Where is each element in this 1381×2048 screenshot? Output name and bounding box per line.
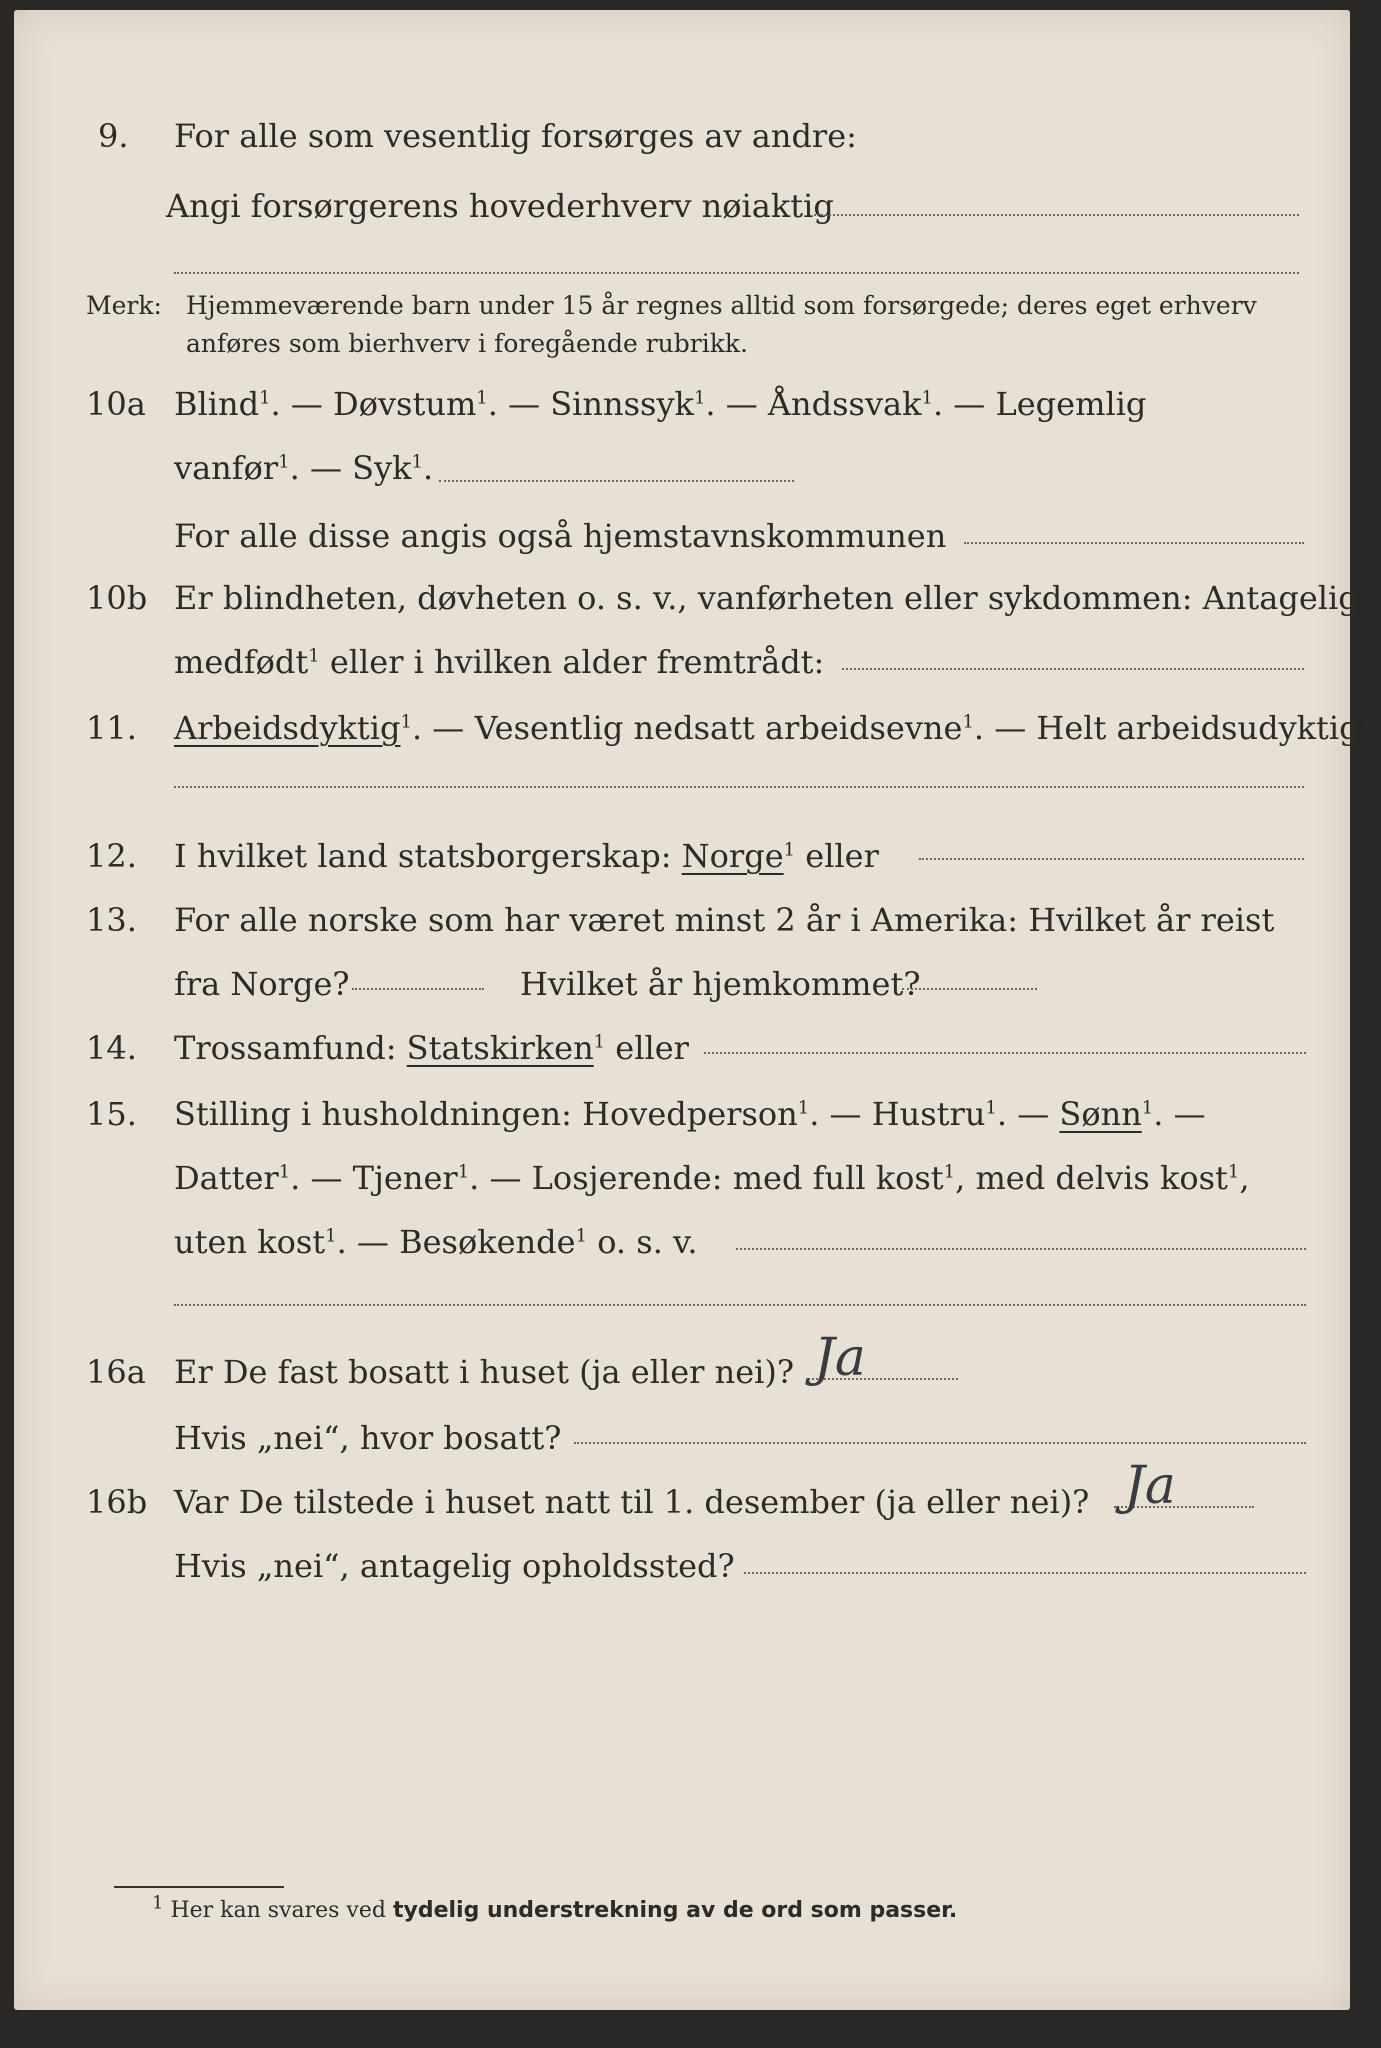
q10a-answer-line[interactable] [964,542,1304,544]
q16a-line2-text: Hvis „nei“, hvor bosatt? [174,1419,562,1457]
q10b-line2: medfødt$^1$ eller i hvilken alder fremtrådt: [174,643,825,681]
q11-number: 11. [86,709,137,747]
q16a-line1: Er De fast bosatt i huset (ja eller nei)? [174,1353,795,1391]
q9-answer-line[interactable] [814,214,1299,216]
q15-answer-line[interactable] [736,1248,1306,1250]
q16b-opholdssted-answer-line[interactable] [744,1572,1306,1574]
q16b-line2-text: Hvis „nei“, antagelig opholdssted? [174,1547,735,1585]
q14-answer-line[interactable] [704,1052,1306,1054]
q15-answer-line-2[interactable] [174,1304,1306,1306]
q9-answer-line-2[interactable] [174,272,1299,274]
q15-row: 15. Stilling i husholdningen: Hovedperson$^1$. — Hustru$^1$. — Sønn$^1$. — [14,1088,1350,1140]
q9-line2 [14,180,1350,232]
q16b-line2 [14,1540,1350,1592]
q11-answer-line[interactable] [174,786,1304,788]
q15-number: 15. [86,1095,137,1133]
merk-label: Merk: [86,291,162,320]
q10a-syk-answer-line[interactable] [439,480,794,482]
q12-number: 12. [86,837,137,875]
merk-line1: Hjemmeværende barn under 15 år regnes alltid som forsørgede; deres eget erhverv [186,291,1257,320]
q11-selected-arbeidsdyktig: Arbeidsdyktig [174,709,401,747]
q10a-line3-text: For alle disse angis også hjemstavnskommunen [174,517,947,555]
q12-answer-line[interactable] [919,858,1304,860]
q16a-handwritten-answer: Ja [814,1328,866,1388]
q10b-number: 10b [86,579,148,617]
q9-number: 9. [98,117,129,155]
q15-selected-sonn: Sønn [1059,1095,1142,1133]
q16b-number: 16b [86,1483,148,1521]
census-form-page [14,10,1381,2010]
q13-line2 [14,958,1350,1010]
q16b-handwritten-answer: Ja [1124,1456,1176,1516]
q12-selected-norge: Norge [681,837,784,875]
q13-reist-label: fra Norge? [174,965,350,1003]
q13-row [14,894,1350,946]
q16a-row [14,1346,1350,1398]
merk-line2: anføres som bierhverv i foregående rubrikk. [186,329,748,358]
footnote-text: Her kan svares ved [170,1898,393,1923]
q16b-line1: Var De tilstede i huset natt til 1. desember (ja eller nei)? [174,1483,1090,1521]
q10a-row [14,378,1350,430]
q10a-line3 [14,510,1350,562]
q12-row: 12. I hvilket land statsborgerskap: Norge$^1$ eller [14,830,1350,882]
q15-line3: uten kost$^1$. — Besøkende$^1$ o. s. v. [174,1223,698,1261]
q9-line2-text: Angi forsørgerens hovederhverv nøiaktig [166,187,834,225]
footnote-emphasis: tydelig understrekning av de ord som passer. [392,1898,958,1923]
q10a-number: 10a [86,385,146,423]
footnote [152,1892,958,1923]
q10a-line1: Blind$^1$. — Døvstum$^1$. — Sinnssyk$^1$. — Åndssvak$^1$. — Legemlig [174,385,1147,423]
q9-title: For alle som vesentlig forsørges av andre: [174,117,857,155]
q14-number: 14. [86,1029,137,1067]
q16a-number: 16a [86,1353,146,1391]
q10b-row [14,572,1359,624]
q10a-line2: vanfør$^1$. — Syk$^1$. [174,449,434,487]
q9-row [14,110,1350,162]
q10b-line1: Er blindheten, døvheten o. s. v., vanførheten eller sykdommen: Antagelig [174,579,1359,617]
footnote-rule [114,1886,284,1888]
q14-selected-statskirken: Statskirken [406,1029,594,1067]
q13-number: 13. [86,901,137,939]
merk-note [86,288,1257,324]
q15-line2: Datter$^1$. — Tjener$^1$. — Losjerende: med full kost$^1$, med delvis kost$^1$, [174,1159,1250,1197]
q13-line1: For alle norske som har været minst 2 år i Amerika: Hvilket år reist [174,901,1275,939]
q13-reist-answer-line[interactable] [352,988,484,990]
q16a-bosatt-answer-line[interactable] [574,1442,1306,1444]
q14-row: 14. Trossamfund: Statskirken$^1$ eller [14,1022,1350,1074]
q11-row: 11. Arbeidsdyktig$^1$. — Vesentlig nedsatt arbeidsevne$^1$. — Helt arbeidsudyktig$^1$. [14,702,1350,754]
footnote-mark: 1 [152,1892,164,1914]
q13-hjemkommet-answer-line[interactable] [902,988,1037,990]
q10b-answer-line[interactable] [842,668,1304,670]
q13-hjemkommet-label: Hvilket år hjemkommet? [520,965,921,1003]
